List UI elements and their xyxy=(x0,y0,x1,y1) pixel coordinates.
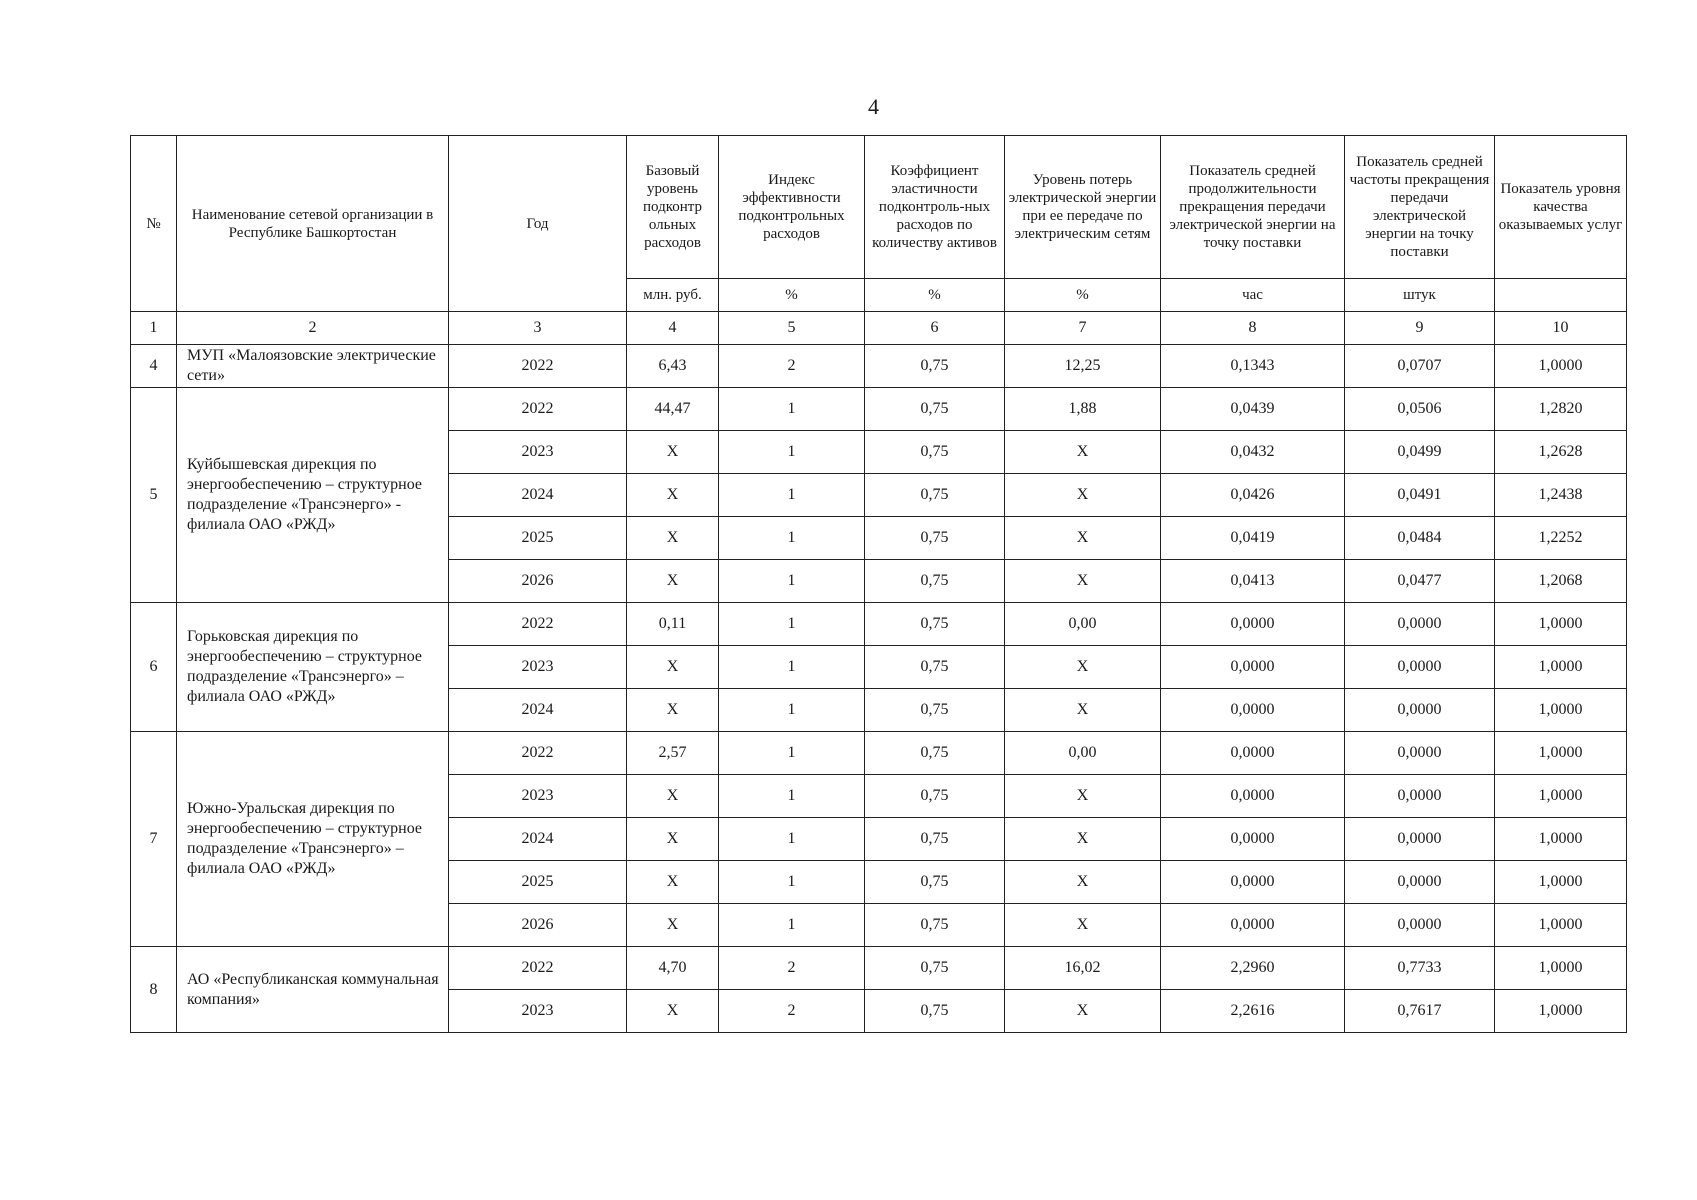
header-avg-frequency: Показатель средней частоты прекращения передачи электрической энергии на точку поставки xyxy=(1345,136,1495,279)
loss-level-cell: 0,00 xyxy=(1005,603,1161,646)
efficiency-index-cell: 1 xyxy=(719,388,865,431)
org-name-cell: Куйбышевская дирекция по энергообеспечению – структурное подразделение «Трансэнерго» - филиала ОАО «РЖД» xyxy=(177,388,449,603)
org-name-cell: Горьковская дирекция по энергообеспечению – структурное подразделение «Трансэнерго» – филиала ОАО «РЖД» xyxy=(177,603,449,732)
loss-level-cell: X xyxy=(1005,474,1161,517)
table-row xyxy=(131,345,1627,388)
loss-level-cell: X xyxy=(1005,646,1161,689)
efficiency-index-cell: 2 xyxy=(719,990,865,1033)
base-level-cell: X xyxy=(627,775,719,818)
loss-level-cell: X xyxy=(1005,775,1161,818)
efficiency-index-cell: 1 xyxy=(719,560,865,603)
avg-frequency-cell: 0,0000 xyxy=(1345,818,1495,861)
column-number: 10 xyxy=(1495,312,1627,345)
header-efficiency-index: Индекс эффективности подконтрольных расходов xyxy=(719,136,865,279)
header-number: № xyxy=(131,136,177,312)
avg-duration-cell: 0,0000 xyxy=(1161,861,1345,904)
efficiency-index-cell: 1 xyxy=(719,603,865,646)
efficiency-index-cell: 1 xyxy=(719,775,865,818)
elasticity-cell: 0,75 xyxy=(865,990,1005,1033)
avg-frequency-cell: 0,0707 xyxy=(1345,345,1495,388)
year-cell: 2023 xyxy=(449,431,627,474)
quality-cell: 1,2628 xyxy=(1495,431,1627,474)
year-cell: 2023 xyxy=(449,990,627,1033)
year-cell: 2023 xyxy=(449,775,627,818)
avg-duration-cell: 0,0426 xyxy=(1161,474,1345,517)
loss-level-cell: X xyxy=(1005,431,1161,474)
quality-cell: 1,0000 xyxy=(1495,818,1627,861)
year-cell: 2024 xyxy=(449,474,627,517)
avg-duration-cell: 2,2616 xyxy=(1161,990,1345,1033)
efficiency-index-cell: 1 xyxy=(719,431,865,474)
avg-frequency-cell: 0,0506 xyxy=(1345,388,1495,431)
quality-cell: 1,0000 xyxy=(1495,603,1627,646)
unit-cell: % xyxy=(719,279,865,312)
elasticity-cell: 0,75 xyxy=(865,947,1005,990)
year-cell: 2022 xyxy=(449,947,627,990)
column-number: 5 xyxy=(719,312,865,345)
quality-cell: 1,0000 xyxy=(1495,775,1627,818)
base-level-cell: X xyxy=(627,474,719,517)
column-number: 8 xyxy=(1161,312,1345,345)
base-level-cell: X xyxy=(627,818,719,861)
elasticity-cell: 0,75 xyxy=(865,732,1005,775)
row-index-cell: 8 xyxy=(131,947,177,1033)
avg-duration-cell: 0,0000 xyxy=(1161,732,1345,775)
base-level-cell: X xyxy=(627,861,719,904)
org-name-cell: Южно-Уральская дирекция по энергообеспечению – структурное подразделение «Трансэнерго» – филиала ОАО «РЖД» xyxy=(177,732,449,947)
quality-cell: 1,0000 xyxy=(1495,732,1627,775)
elasticity-cell: 0,75 xyxy=(865,646,1005,689)
quality-cell: 1,2252 xyxy=(1495,517,1627,560)
year-cell: 2025 xyxy=(449,861,627,904)
table-row xyxy=(131,388,1627,431)
avg-frequency-cell: 0,0000 xyxy=(1345,603,1495,646)
avg-duration-cell: 0,0000 xyxy=(1161,603,1345,646)
quality-cell: 1,0000 xyxy=(1495,990,1627,1033)
year-cell: 2023 xyxy=(449,646,627,689)
avg-frequency-cell: 0,0000 xyxy=(1345,732,1495,775)
loss-level-cell: X xyxy=(1005,517,1161,560)
column-number: 6 xyxy=(865,312,1005,345)
unit-cell: штук xyxy=(1345,279,1495,312)
header-year: Год xyxy=(449,136,627,312)
table-row xyxy=(131,947,1627,990)
elasticity-cell: 0,75 xyxy=(865,904,1005,947)
header-elasticity: Коэффициент эластичности подконтроль-ных расходов по количеству активов xyxy=(865,136,1005,279)
efficiency-index-cell: 1 xyxy=(719,818,865,861)
loss-level-cell: 0,00 xyxy=(1005,732,1161,775)
table-row xyxy=(131,603,1627,646)
efficiency-index-cell: 1 xyxy=(719,517,865,560)
base-level-cell: X xyxy=(627,646,719,689)
efficiency-index-cell: 1 xyxy=(719,689,865,732)
efficiency-index-cell: 2 xyxy=(719,345,865,388)
quality-cell: 1,2438 xyxy=(1495,474,1627,517)
elasticity-cell: 0,75 xyxy=(865,560,1005,603)
elasticity-cell: 0,75 xyxy=(865,861,1005,904)
avg-frequency-cell: 0,0000 xyxy=(1345,904,1495,947)
avg-frequency-cell: 0,7733 xyxy=(1345,947,1495,990)
year-cell: 2025 xyxy=(449,517,627,560)
quality-cell: 1,0000 xyxy=(1495,689,1627,732)
elasticity-cell: 0,75 xyxy=(865,388,1005,431)
year-cell: 2024 xyxy=(449,818,627,861)
year-cell: 2024 xyxy=(449,689,627,732)
avg-duration-cell: 0,0000 xyxy=(1161,904,1345,947)
year-cell: 2026 xyxy=(449,560,627,603)
column-number: 7 xyxy=(1005,312,1161,345)
elasticity-cell: 0,75 xyxy=(865,345,1005,388)
tariff-table xyxy=(130,135,1627,1033)
avg-duration-cell: 0,0000 xyxy=(1161,689,1345,732)
column-number: 2 xyxy=(177,312,449,345)
loss-level-cell: X xyxy=(1005,560,1161,603)
elasticity-cell: 0,75 xyxy=(865,603,1005,646)
avg-frequency-cell: 0,0000 xyxy=(1345,689,1495,732)
base-level-cell: 6,43 xyxy=(627,345,719,388)
elasticity-cell: 0,75 xyxy=(865,474,1005,517)
base-level-cell: 44,47 xyxy=(627,388,719,431)
header-org-name: Наименование сетевой организации в Республике Башкортостан xyxy=(177,136,449,312)
unit-cell: час xyxy=(1161,279,1345,312)
base-level-cell: 4,70 xyxy=(627,947,719,990)
row-index-cell: 4 xyxy=(131,345,177,388)
avg-frequency-cell: 0,0484 xyxy=(1345,517,1495,560)
avg-duration-cell: 0,0419 xyxy=(1161,517,1345,560)
unit-cell: млн. руб. xyxy=(627,279,719,312)
efficiency-index-cell: 2 xyxy=(719,947,865,990)
row-index-cell: 5 xyxy=(131,388,177,603)
efficiency-index-cell: 1 xyxy=(719,474,865,517)
column-number: 9 xyxy=(1345,312,1495,345)
column-number: 4 xyxy=(627,312,719,345)
efficiency-index-cell: 1 xyxy=(719,904,865,947)
avg-frequency-cell: 0,0000 xyxy=(1345,861,1495,904)
avg-duration-cell: 0,0000 xyxy=(1161,775,1345,818)
avg-frequency-cell: 0,0491 xyxy=(1345,474,1495,517)
year-cell: 2022 xyxy=(449,603,627,646)
base-level-cell: 2,57 xyxy=(627,732,719,775)
table-row xyxy=(131,732,1627,775)
loss-level-cell: 12,25 xyxy=(1005,345,1161,388)
year-cell: 2026 xyxy=(449,904,627,947)
quality-cell: 1,0000 xyxy=(1495,904,1627,947)
avg-duration-cell: 2,2960 xyxy=(1161,947,1345,990)
loss-level-cell: X xyxy=(1005,818,1161,861)
quality-cell: 1,0000 xyxy=(1495,345,1627,388)
elasticity-cell: 0,75 xyxy=(865,517,1005,560)
efficiency-index-cell: 1 xyxy=(719,861,865,904)
base-level-cell: X xyxy=(627,990,719,1033)
loss-level-cell: X xyxy=(1005,861,1161,904)
quality-cell: 1,0000 xyxy=(1495,646,1627,689)
base-level-cell: 0,11 xyxy=(627,603,719,646)
avg-duration-cell: 0,1343 xyxy=(1161,345,1345,388)
page-number: 4 xyxy=(868,94,879,119)
avg-duration-cell: 0,0439 xyxy=(1161,388,1345,431)
header-loss-level: Уровень потерь электрической энергии при ее передаче по электрическим сетям xyxy=(1005,136,1161,279)
avg-duration-cell: 0,0000 xyxy=(1161,646,1345,689)
row-index-cell: 7 xyxy=(131,732,177,947)
quality-cell: 1,2820 xyxy=(1495,388,1627,431)
efficiency-index-cell: 1 xyxy=(719,646,865,689)
org-name-cell: АО «Республиканская коммунальная компания» xyxy=(177,947,449,1033)
elasticity-cell: 0,75 xyxy=(865,775,1005,818)
avg-duration-cell: 0,0000 xyxy=(1161,818,1345,861)
year-cell: 2022 xyxy=(449,732,627,775)
header-avg-duration: Показатель средней продолжительности прекращения передачи электрической энергии на точку поставки xyxy=(1161,136,1345,279)
column-number: 3 xyxy=(449,312,627,345)
org-name-cell: МУП «Малоязовские электрические сети» xyxy=(177,345,449,388)
avg-frequency-cell: 0,0000 xyxy=(1345,775,1495,818)
efficiency-index-cell: 1 xyxy=(719,732,865,775)
base-level-cell: X xyxy=(627,431,719,474)
loss-level-cell: X xyxy=(1005,904,1161,947)
avg-frequency-cell: 0,0499 xyxy=(1345,431,1495,474)
column-number: 1 xyxy=(131,312,177,345)
avg-duration-cell: 0,0432 xyxy=(1161,431,1345,474)
base-level-cell: X xyxy=(627,517,719,560)
avg-duration-cell: 0,0413 xyxy=(1161,560,1345,603)
loss-level-cell: 16,02 xyxy=(1005,947,1161,990)
avg-frequency-cell: 0,7617 xyxy=(1345,990,1495,1033)
quality-cell: 1,0000 xyxy=(1495,861,1627,904)
quality-cell: 1,0000 xyxy=(1495,947,1627,990)
elasticity-cell: 0,75 xyxy=(865,689,1005,732)
elasticity-cell: 0,75 xyxy=(865,431,1005,474)
elasticity-cell: 0,75 xyxy=(865,818,1005,861)
avg-frequency-cell: 0,0000 xyxy=(1345,646,1495,689)
loss-level-cell: X xyxy=(1005,689,1161,732)
row-index-cell: 6 xyxy=(131,603,177,732)
base-level-cell: X xyxy=(627,560,719,603)
year-cell: 2022 xyxy=(449,388,627,431)
unit-cell xyxy=(1495,279,1627,312)
unit-cell: % xyxy=(865,279,1005,312)
header-base-level: Базовый уровень подконтр ольных расходов xyxy=(627,136,719,279)
table-body xyxy=(131,345,1627,1033)
avg-frequency-cell: 0,0477 xyxy=(1345,560,1495,603)
unit-cell: % xyxy=(1005,279,1161,312)
base-level-cell: X xyxy=(627,689,719,732)
base-level-cell: X xyxy=(627,904,719,947)
header-quality: Показатель уровня качества оказываемых услуг xyxy=(1495,136,1627,279)
quality-cell: 1,2068 xyxy=(1495,560,1627,603)
loss-level-cell: X xyxy=(1005,990,1161,1033)
loss-level-cell: 1,88 xyxy=(1005,388,1161,431)
year-cell: 2022 xyxy=(449,345,627,388)
